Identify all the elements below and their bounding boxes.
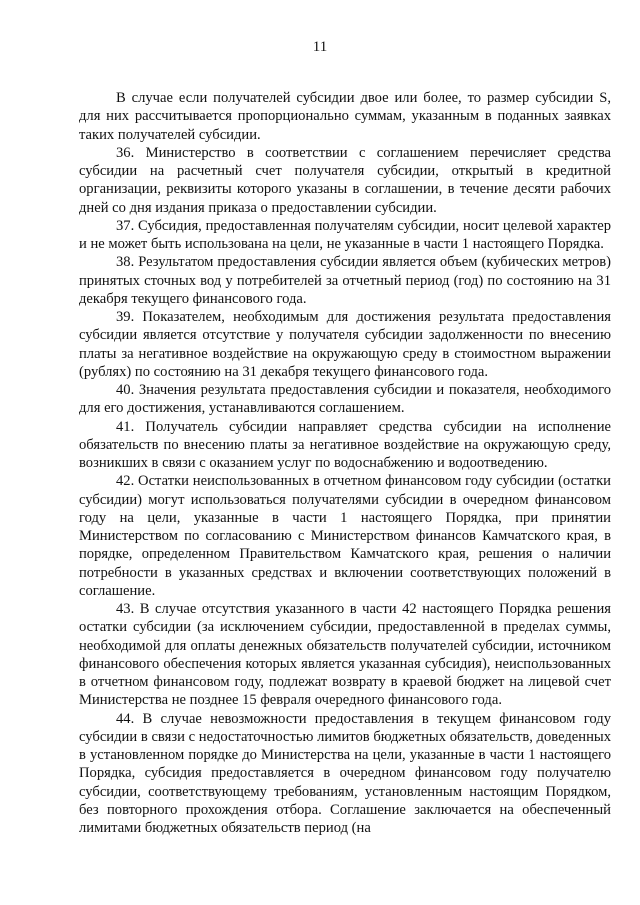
page-number: 11: [312, 39, 328, 55]
paragraph-36: 36. Министерство в соответствии с соглашением перечисляет средства субсидии на расчетный счет получателя субсидии, открытый в кредитной организации, реквизиты которого указаны в соглашении, в течение десяти рабочих дней со дня издания приказа о предоставлении субсидии.: [79, 144, 611, 216]
document-body: [79, 89, 611, 837]
paragraph-37: 37. Субсидия, предоставленная получателям субсидии, носит целевой характер и не может быть использована на цели, не указанные в части 1 настоящего Порядка.: [79, 217, 611, 252]
paragraph-43: 43. В случае отсутствия указанного в части 42 настоящего Порядка решения остатки субсидии (за исключением субсидии, предоставленной в пределах суммы, необходимой для оплаты денежных обязательств получателей субсидии, источником финансового обеспечения которых является указанная субсидия), неиспользованных в отчетном финансовом году, подлежат возврату в краевой бюджет на лицевой счет Министерства не позднее 15 февраля очередного финансового года.: [79, 601, 611, 709]
paragraph-intro: В случае если получателей субсидии двое или более, то размер субсидии S, для них рассчитывается пропорционально суммам, указанным в поданных заявках таких получателей субсидии.: [79, 90, 611, 143]
paragraph-40: 40. Значения результата предоставления субсидии и показателя, необходимого для его достижения, устанавливаются соглашением.: [79, 382, 611, 417]
paragraph-39: 39. Показателем, необходимым для достижения результата предоставления субсидии является отсутствие у получателя субсидии задолженности по внесению платы за негативное воздействие на окружающую среду в стоимостном выражении (рублях) по состоянию на 31 декабря текущего финансового года.: [79, 309, 611, 380]
paragraph-44: 44. В случае невозможности предоставления в текущем финансовом году субсидии в связи с недостаточностью лимитов бюджетных обязательств, доведенных в установленном порядке до Министерства на цели, указанные в части 1 настоящего Порядка, субсидия предоставляется в очередном финансовом году получателю субсидии, соответствующему требованиям, установленным настоящим Порядком, без повторного прохождения отбора. Соглашение заключается на обеспеченный лимитами бюджетных обязательств период (на: [79, 710, 611, 836]
paragraph-42: 42. Остатки неиспользованных в отчетном финансовом году субсидии (остатки субсидии) могут использоваться получателями субсидии в очередном финансовом году на цели, указанные в части 1 настоящего Порядка, при принятии Министерством по согласованию с Министерством финансов Камчатского края, в порядке, определенном Правительством Камчатского края, решения о наличии потребности в указанных средствах и включении соответствующих положений в соглашение.: [79, 473, 611, 599]
paragraph-41: 41. Получатель субсидии направляет средства субсидии на исполнение обязательств по внесению платы за негативное воздействие на окружающую среду, возникших в связи с оказанием услуг по водоснабжению и водоотведению.: [79, 418, 611, 471]
paragraph-38: 38. Результатом предоставления субсидии является объем (кубических метров) принятых сточных вод у потребителей за отчетный период (год) по состоянию на 31 декабря текущего финансового года.: [79, 254, 611, 307]
